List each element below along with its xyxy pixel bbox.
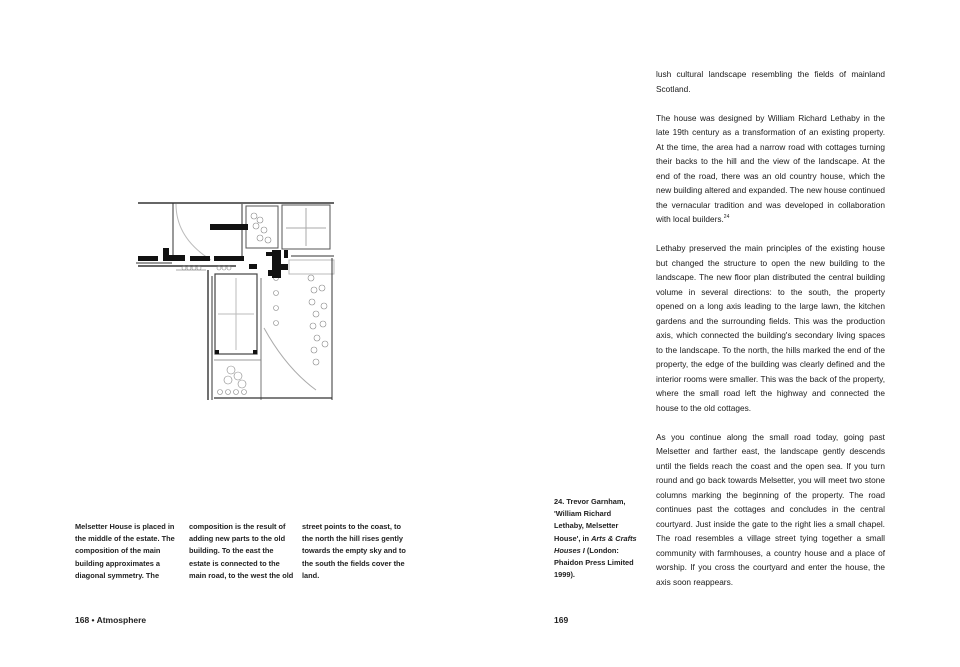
footnote-publisher: (London: Phaidon Press Limited 1999). [554, 545, 634, 580]
footnote-book-title: Arts & Crafts Houses I [554, 533, 637, 555]
footnote [554, 496, 639, 581]
figure-caption-column-2: composition is the result of adding new parts to the old building. To the east the estate is connected to the main road, to the west the old [189, 522, 294, 580]
paragraph: As you continue along the small road today, going past Melsetter and farther east, the landscape gently descends until the fields reach the coast and the open sea. If you turn round and go back towards Melsetter, you will meet two stone columns marking the beginning of the property. The road continues past the cottages and concludes in the central courtyard. Just inside the gate to the right lies a small chapel. The road resembles a village street tying together a small community with farmhouses, a country house and a place of worship. If you cross the courtyard and enter the house, the axis soon reappears. [656, 431, 885, 587]
footnote-number: 24. [554, 497, 565, 506]
figure-caption-column-1: Melsetter House is placed in the middle of the estate. The composition of the main building approximates a diagonal symmetry. The [75, 522, 175, 580]
footnote-text: Trevor Garnham, 'William Richard Lethaby, Melsetter House', in [554, 497, 626, 543]
site-plan-figure [136, 198, 336, 400]
paragraph-text: The house was designed by William Richard Lethaby in the late 19th century as a transformation of an existing property. At the time, the area had a narrow road with cottages turning their backs to the hill and the view of the landscape. At the end of the road, there was an old country house, which the new building altered and expanded. The new house continued the vernacular tradition and was developed in collaboration with local builders. [656, 112, 885, 224]
paragraph [656, 111, 885, 227]
body-text-column [656, 67, 885, 604]
paragraph: Lethaby preserved the main principles of the existing house but changed the structure to open the new building to the landscape. The new floor plan distributed the central building volume in several directions: to the south, the property opened on a long axis leading to the large lawn, the kitchen gardens and the surrounding fields. This was the production axis, which connected the building's secondary living spaces to the landscape. To the north, the hills marked the end of the property, the edge of the building was clearly defined and the interior rooms were smaller. This was the back of the property, where the small road left the highway and connected the house to the old cottages. [656, 243, 885, 413]
page-number-left: 168 • Atmosphere [75, 615, 147, 625]
paragraph: lush cultural landscape resembling the fields of mainland Scotland. [656, 69, 885, 94]
page-number-right: 169 [554, 615, 569, 625]
figure-caption-column-3: street points to the coast, to the north the hill rises gently towards the empty sky and to the south the fields cover the land. [302, 522, 406, 580]
footnote-reference[interactable]: 24 [723, 214, 730, 221]
